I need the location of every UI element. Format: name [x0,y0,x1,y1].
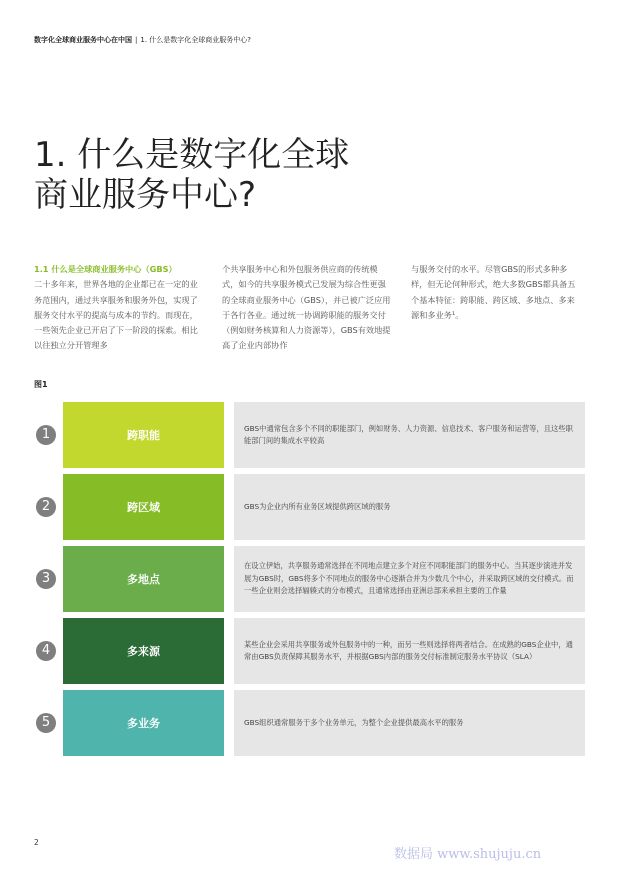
feature-description-text: GBS中通常包含多个不同的职能部门，例如财务、人力资源、信息技术、客户服务和运营等，且这些职能部门间的集成水平较高 [244,423,573,445]
number-badge: 1 [36,425,56,445]
feature-description [234,618,585,684]
feature-row-multi-location [0,546,620,612]
page-title-line-2: 商业服务中心? [34,175,257,215]
feature-name-box: 跨区域 [63,474,224,540]
number-badge: 4 [36,641,56,661]
feature-row-cross-region [0,474,620,540]
feature-name-box: 多地点 [63,546,224,612]
feature-description [234,690,585,756]
feature-description-text: 在设立伊始，共享服务通常选择在不同地点建立多个对应不同职能部门的服务中心。当其逐步演进并发展为GBS时，GBS将多个不同地点的服务中心逐渐合并为少数几个中心，并采取跨区域的交付模式。而一些企业则会选择辐辏式的分布模式，且通常选择由亚洲总部来承担主要的工作量 [244,561,574,596]
feature-name-box: 多来源 [63,618,224,684]
header-section-title: 数字化全球商业服务中心在中国 [34,36,132,44]
page-number: 2 [34,838,39,847]
number-badge: 5 [36,713,56,733]
feature-row-cross-function [0,402,620,468]
feature-description [234,546,585,612]
feature-row-multi-business [0,690,620,756]
feature-name-box: 多业务 [63,690,224,756]
intro-column-2 [222,262,392,354]
page-title-line-1: 1. 什么是数字化全球 [34,135,350,175]
feature-description-text: 某些企业会采用共享服务或外包服务中的一种，而另一些则选择将两者结合。在成熟的GBS企业中，通常由GBS负责保障其服务水平，并根据GBS内部的服务交付标准制定服务水平协议（SLA） [244,639,573,661]
intro-text-3: 与服务交付的水平。尽管GBS的形式多种多样，但无论何种形式，绝大多数GBS都具备五个基本特征：跨职能、跨区域、多地点、多来源和多业务¹。 [411,264,576,320]
feature-description-text: GBS为企业内所有业务区域提供跨区域的服务 [244,501,391,511]
feature-description-text: GBS组织通常服务于多个业务单元，为整个企业提供最高水平的服务 [244,717,464,727]
feature-description [234,402,585,468]
header-separator: | [135,36,138,44]
watermark: 数据局 www.shujuju.cn [394,847,542,862]
number-badge: 3 [36,569,56,589]
number-badge: 2 [36,497,56,517]
intro-column-1 [34,262,204,354]
header-chapter-title: 1. 什么是数字化全球商业服务中心? [140,36,251,44]
feature-row-multi-source [0,618,620,684]
feature-name-box: 跨职能 [63,402,224,468]
intro-text-2: 个共享服务中心和外包服务供应商的传统模式，如今的共享服务模式已发展为综合性更强的全球商业服务中心（GBS），并已被广泛应用于各行各业。通过统一协调跨职能的服务交付（例如财务核算和人力资源等），GBS有效地提高了企业内部协作 [222,264,391,351]
figure-label: 图1 [34,380,48,389]
intro-column-3 [411,262,581,323]
intro-text-1: 二十多年来，世界各地的企业都已在一定的业务范围内，通过共享服务和服务外包，实现了服务交付水平的提高与成本的节约。而现在，一些领先企业已开启了下一阶段的探索。相比以往独立分开管理多 [34,279,198,351]
feature-description [234,474,585,540]
running-header [34,35,251,45]
page-title [34,135,574,215]
intro-subheading: 1.1 什么是全球商业服务中心（GBS） [34,264,177,274]
